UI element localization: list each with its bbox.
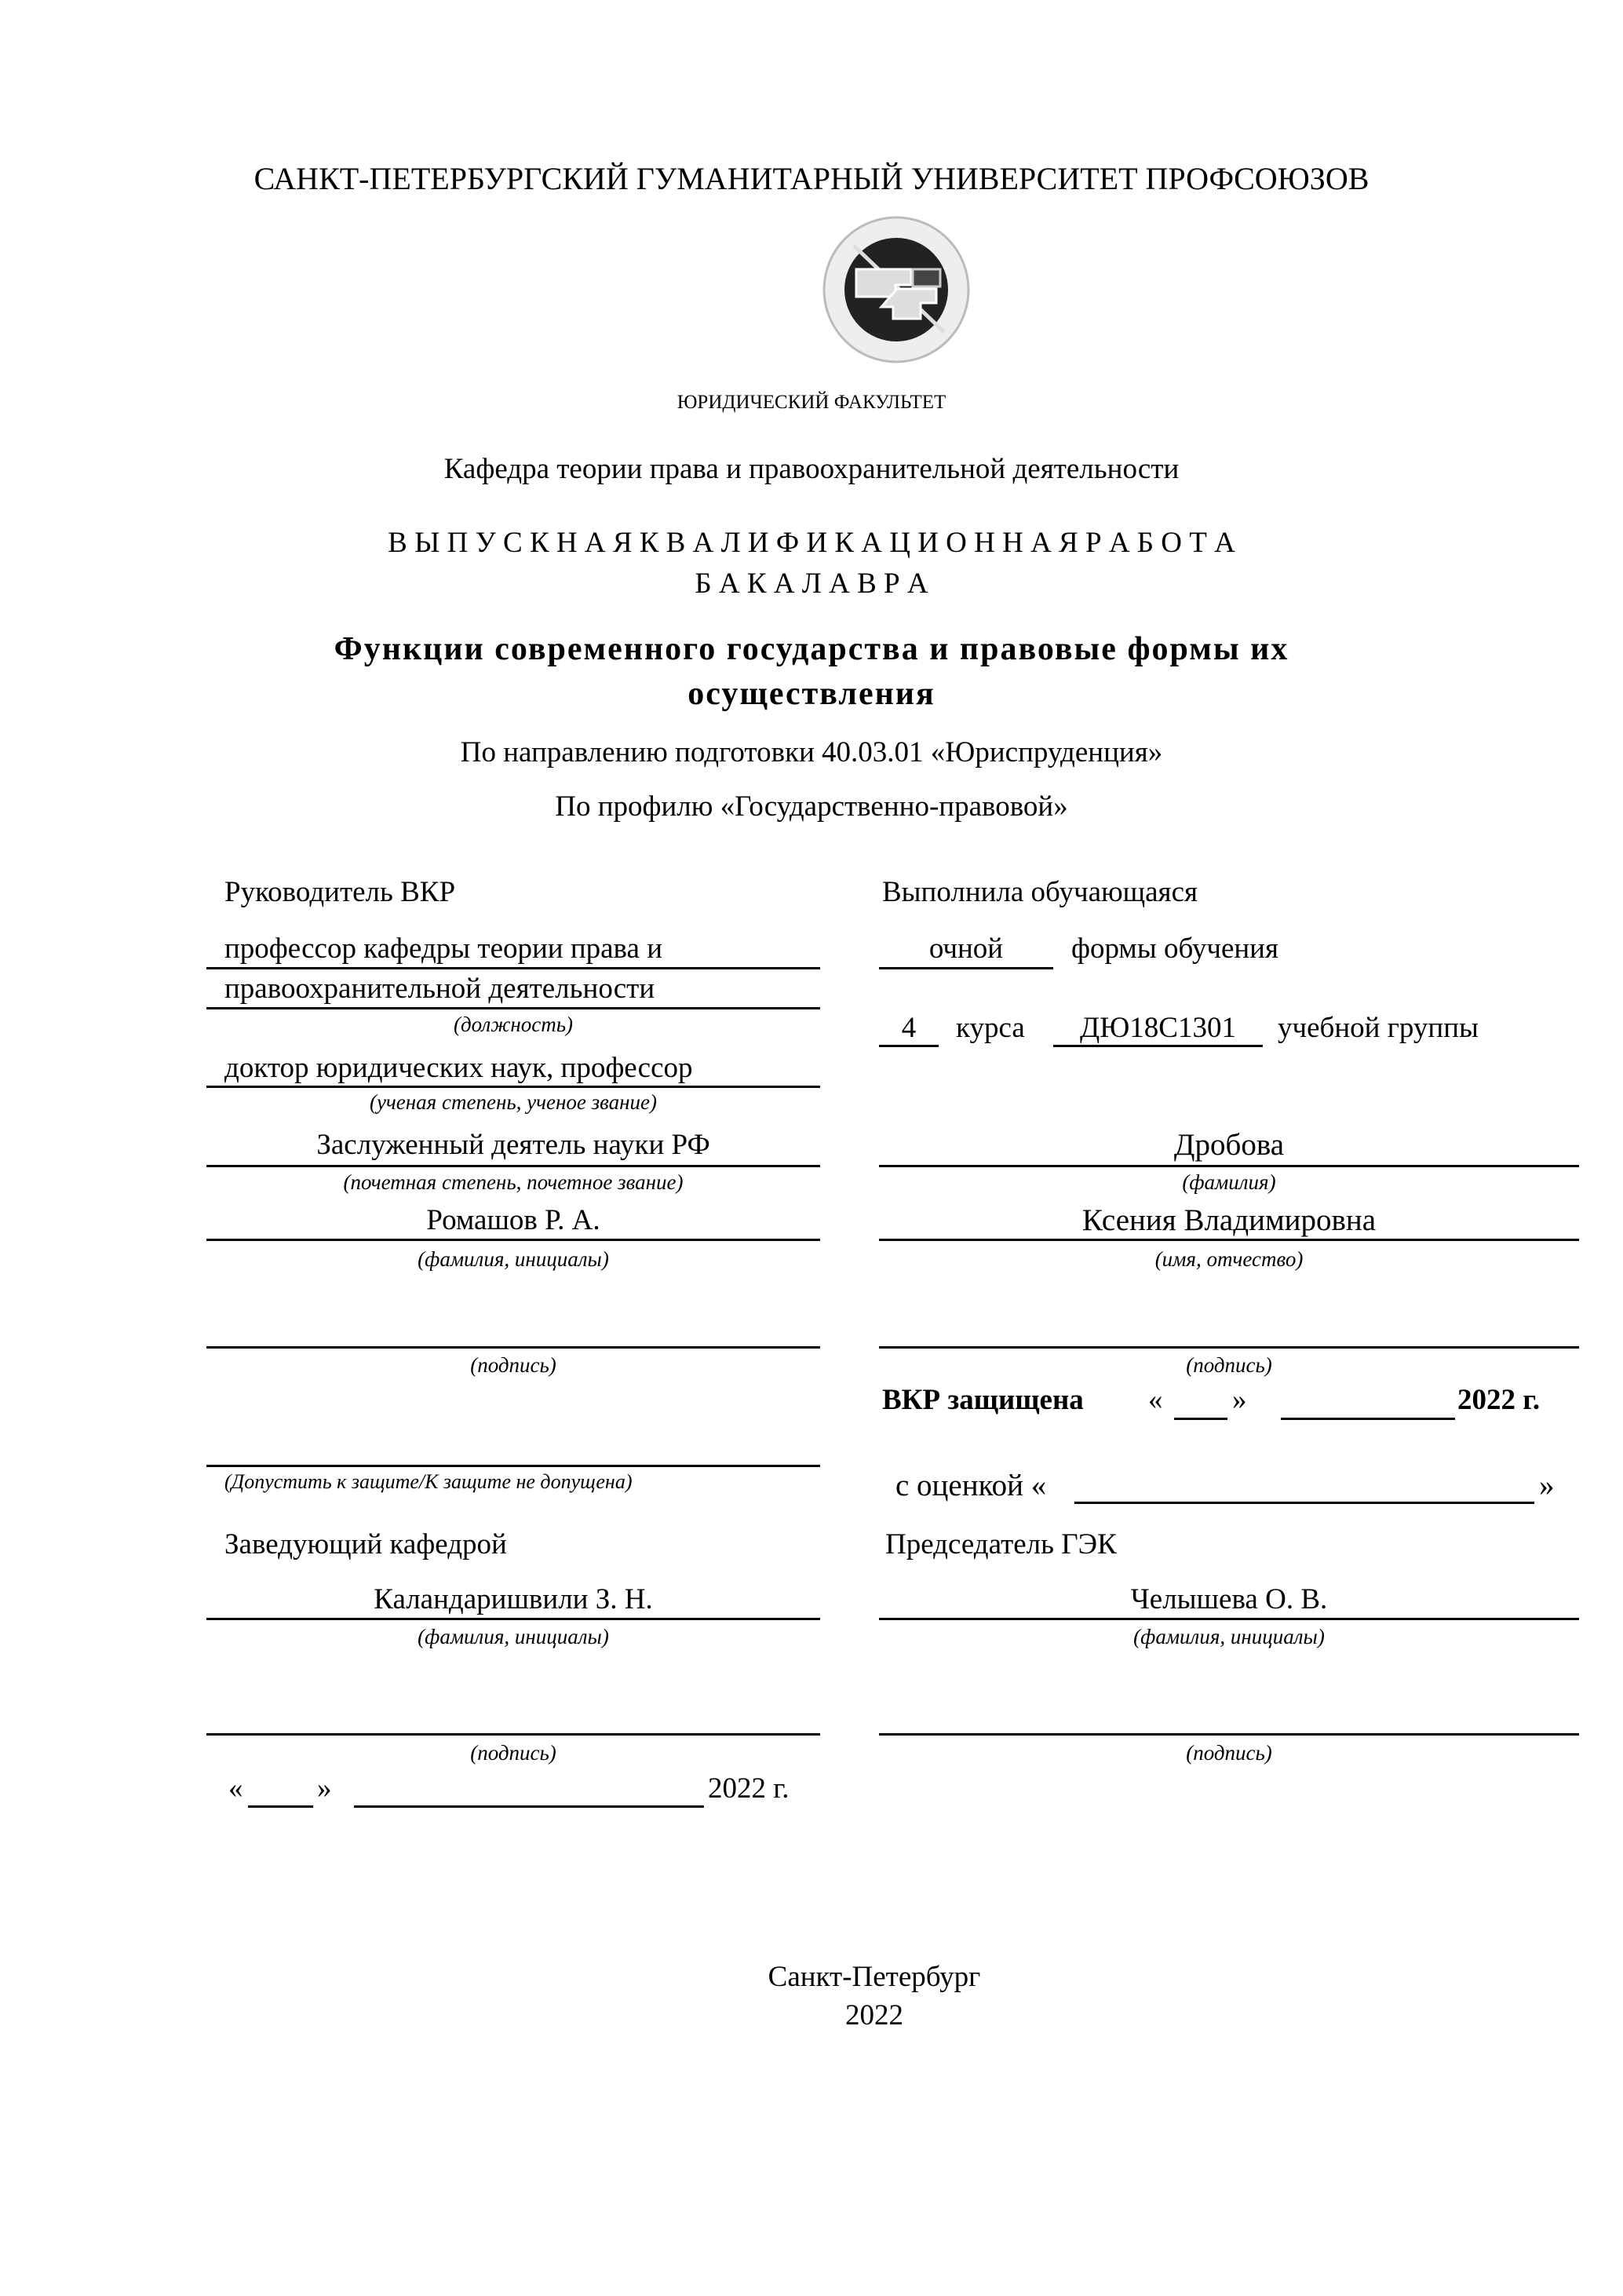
underline xyxy=(1053,1045,1263,1047)
admission-line xyxy=(206,1465,820,1467)
position-label: (должность) xyxy=(453,1013,574,1036)
university-name: САНКТ-ПЕТЕРБУРГСКИЙ ГУМАНИТАРНЫЙ УНИВЕРСИТЕТ ПРОФСОЮЗОВ xyxy=(253,161,1370,196)
underline xyxy=(206,1165,820,1167)
chair-signature-line xyxy=(879,1733,1579,1736)
given-names-label: (имя, отчество) xyxy=(1154,1247,1304,1271)
supervisor-degree: доктор юридических наук, профессор xyxy=(224,1052,693,1084)
defended-day-blank xyxy=(1174,1418,1227,1420)
underline xyxy=(206,1007,820,1009)
head-signature-label: (подпись) xyxy=(470,1741,556,1765)
student-signature-label: (подпись) xyxy=(1186,1353,1272,1377)
honorary-label: (почетная степень, почетное звание) xyxy=(343,1170,684,1194)
defended-label: ВКР защищена xyxy=(882,1384,1084,1416)
work-type-line1: В Ы П У С К Н А Я К В А Л И Ф И К А Ц И О Н Н А Я Р А Б О Т А xyxy=(388,527,1235,559)
supervisor-signature-line xyxy=(206,1346,820,1349)
faculty-name: ЮРИДИЧЕСКИЙ ФАКУЛЬТЕТ xyxy=(677,392,946,413)
grade-label: с оценкой « xyxy=(895,1469,1047,1502)
head-of-department-heading: Заведующий кафедрой xyxy=(224,1528,507,1560)
supervisor-position-line1: профессор кафедры теории права и xyxy=(224,933,663,965)
date-day-blank xyxy=(248,1805,313,1808)
date-open-quote: « xyxy=(228,1772,243,1805)
student-heading: Выполнила обучающаяся xyxy=(882,876,1198,908)
head-of-department-name: Каландаришвили З. Н. xyxy=(374,1583,653,1615)
head-name-label: (фамилия, инициалы) xyxy=(418,1625,609,1648)
student-given-names: Ксения Владимировна xyxy=(1081,1203,1377,1237)
supervisor-signature-label: (подпись) xyxy=(470,1353,556,1377)
underline xyxy=(206,967,820,969)
underline xyxy=(879,1165,1579,1167)
head-signature-line xyxy=(206,1733,820,1736)
grade-close-quote: » xyxy=(1539,1469,1555,1502)
defended-open-quote: « xyxy=(1148,1384,1163,1416)
student-surname: Дробова xyxy=(1173,1128,1285,1162)
study-profile: По профилю «Государственно-правовой» xyxy=(555,790,1068,823)
underline xyxy=(879,1045,939,1047)
university-logo xyxy=(819,214,974,366)
group-suffix: учебной группы xyxy=(1278,1012,1479,1044)
surname-label: (фамилия) xyxy=(1182,1170,1276,1194)
chair-signature-label: (подпись) xyxy=(1186,1741,1272,1765)
degree-label: (ученая степень, ученое звание) xyxy=(369,1090,658,1114)
defended-year: 2022 г. xyxy=(1457,1384,1541,1416)
group-number: ДЮ18С1301 xyxy=(1080,1012,1236,1044)
course-suffix: курса xyxy=(956,1012,1025,1044)
thesis-topic-line1: Функции современного государства и правовые формы их xyxy=(334,631,1289,667)
commission-chair-name: Челышева О. В. xyxy=(1130,1583,1328,1615)
supervisor-position-line2: правоохранительной деятельности xyxy=(224,973,655,1005)
supervisor-name: Ромашов Р. А. xyxy=(426,1204,600,1236)
supervisor-name-label: (фамилия, инициалы) xyxy=(418,1247,609,1271)
admission-label: (Допустить к защите/К защите не допущена) xyxy=(224,1470,633,1493)
underline xyxy=(206,1086,820,1088)
grade-blank xyxy=(1074,1502,1534,1504)
underline xyxy=(879,1239,1579,1241)
study-direction: По направлению подготовки 40.03.01 «Юриспруденция» xyxy=(460,736,1163,768)
department-name: Кафедра теории права и правоохранительной деятельности xyxy=(443,453,1180,485)
supervisor-heading: Руководитель ВКР xyxy=(224,876,456,908)
defended-month-blank xyxy=(1281,1418,1455,1420)
student-signature-line xyxy=(879,1346,1579,1349)
course-number: 4 xyxy=(901,1012,917,1044)
footer-year: 2022 xyxy=(845,1999,903,2031)
date-year: 2022 г. xyxy=(708,1772,790,1805)
underline xyxy=(879,967,1053,969)
thesis-topic-line2: осуществления xyxy=(687,676,936,712)
study-form: очной xyxy=(928,933,1004,965)
underline xyxy=(206,1239,820,1241)
date-month-blank xyxy=(354,1805,704,1808)
date-close-quote: » xyxy=(317,1772,332,1805)
chair-name-label: (фамилия, инициалы) xyxy=(1133,1625,1325,1648)
work-type-line2: Б А К А Л А В Р А xyxy=(695,568,928,600)
study-form-suffix: формы обучения xyxy=(1071,933,1279,965)
underline xyxy=(879,1618,1579,1620)
supervisor-honorary-title: Заслуженный деятель науки РФ xyxy=(316,1129,710,1161)
footer-city: Санкт-Петербург xyxy=(768,1961,981,1993)
commission-chair-heading: Председатель ГЭК xyxy=(885,1528,1117,1560)
defended-close-quote: » xyxy=(1232,1384,1247,1416)
underline xyxy=(206,1618,820,1620)
